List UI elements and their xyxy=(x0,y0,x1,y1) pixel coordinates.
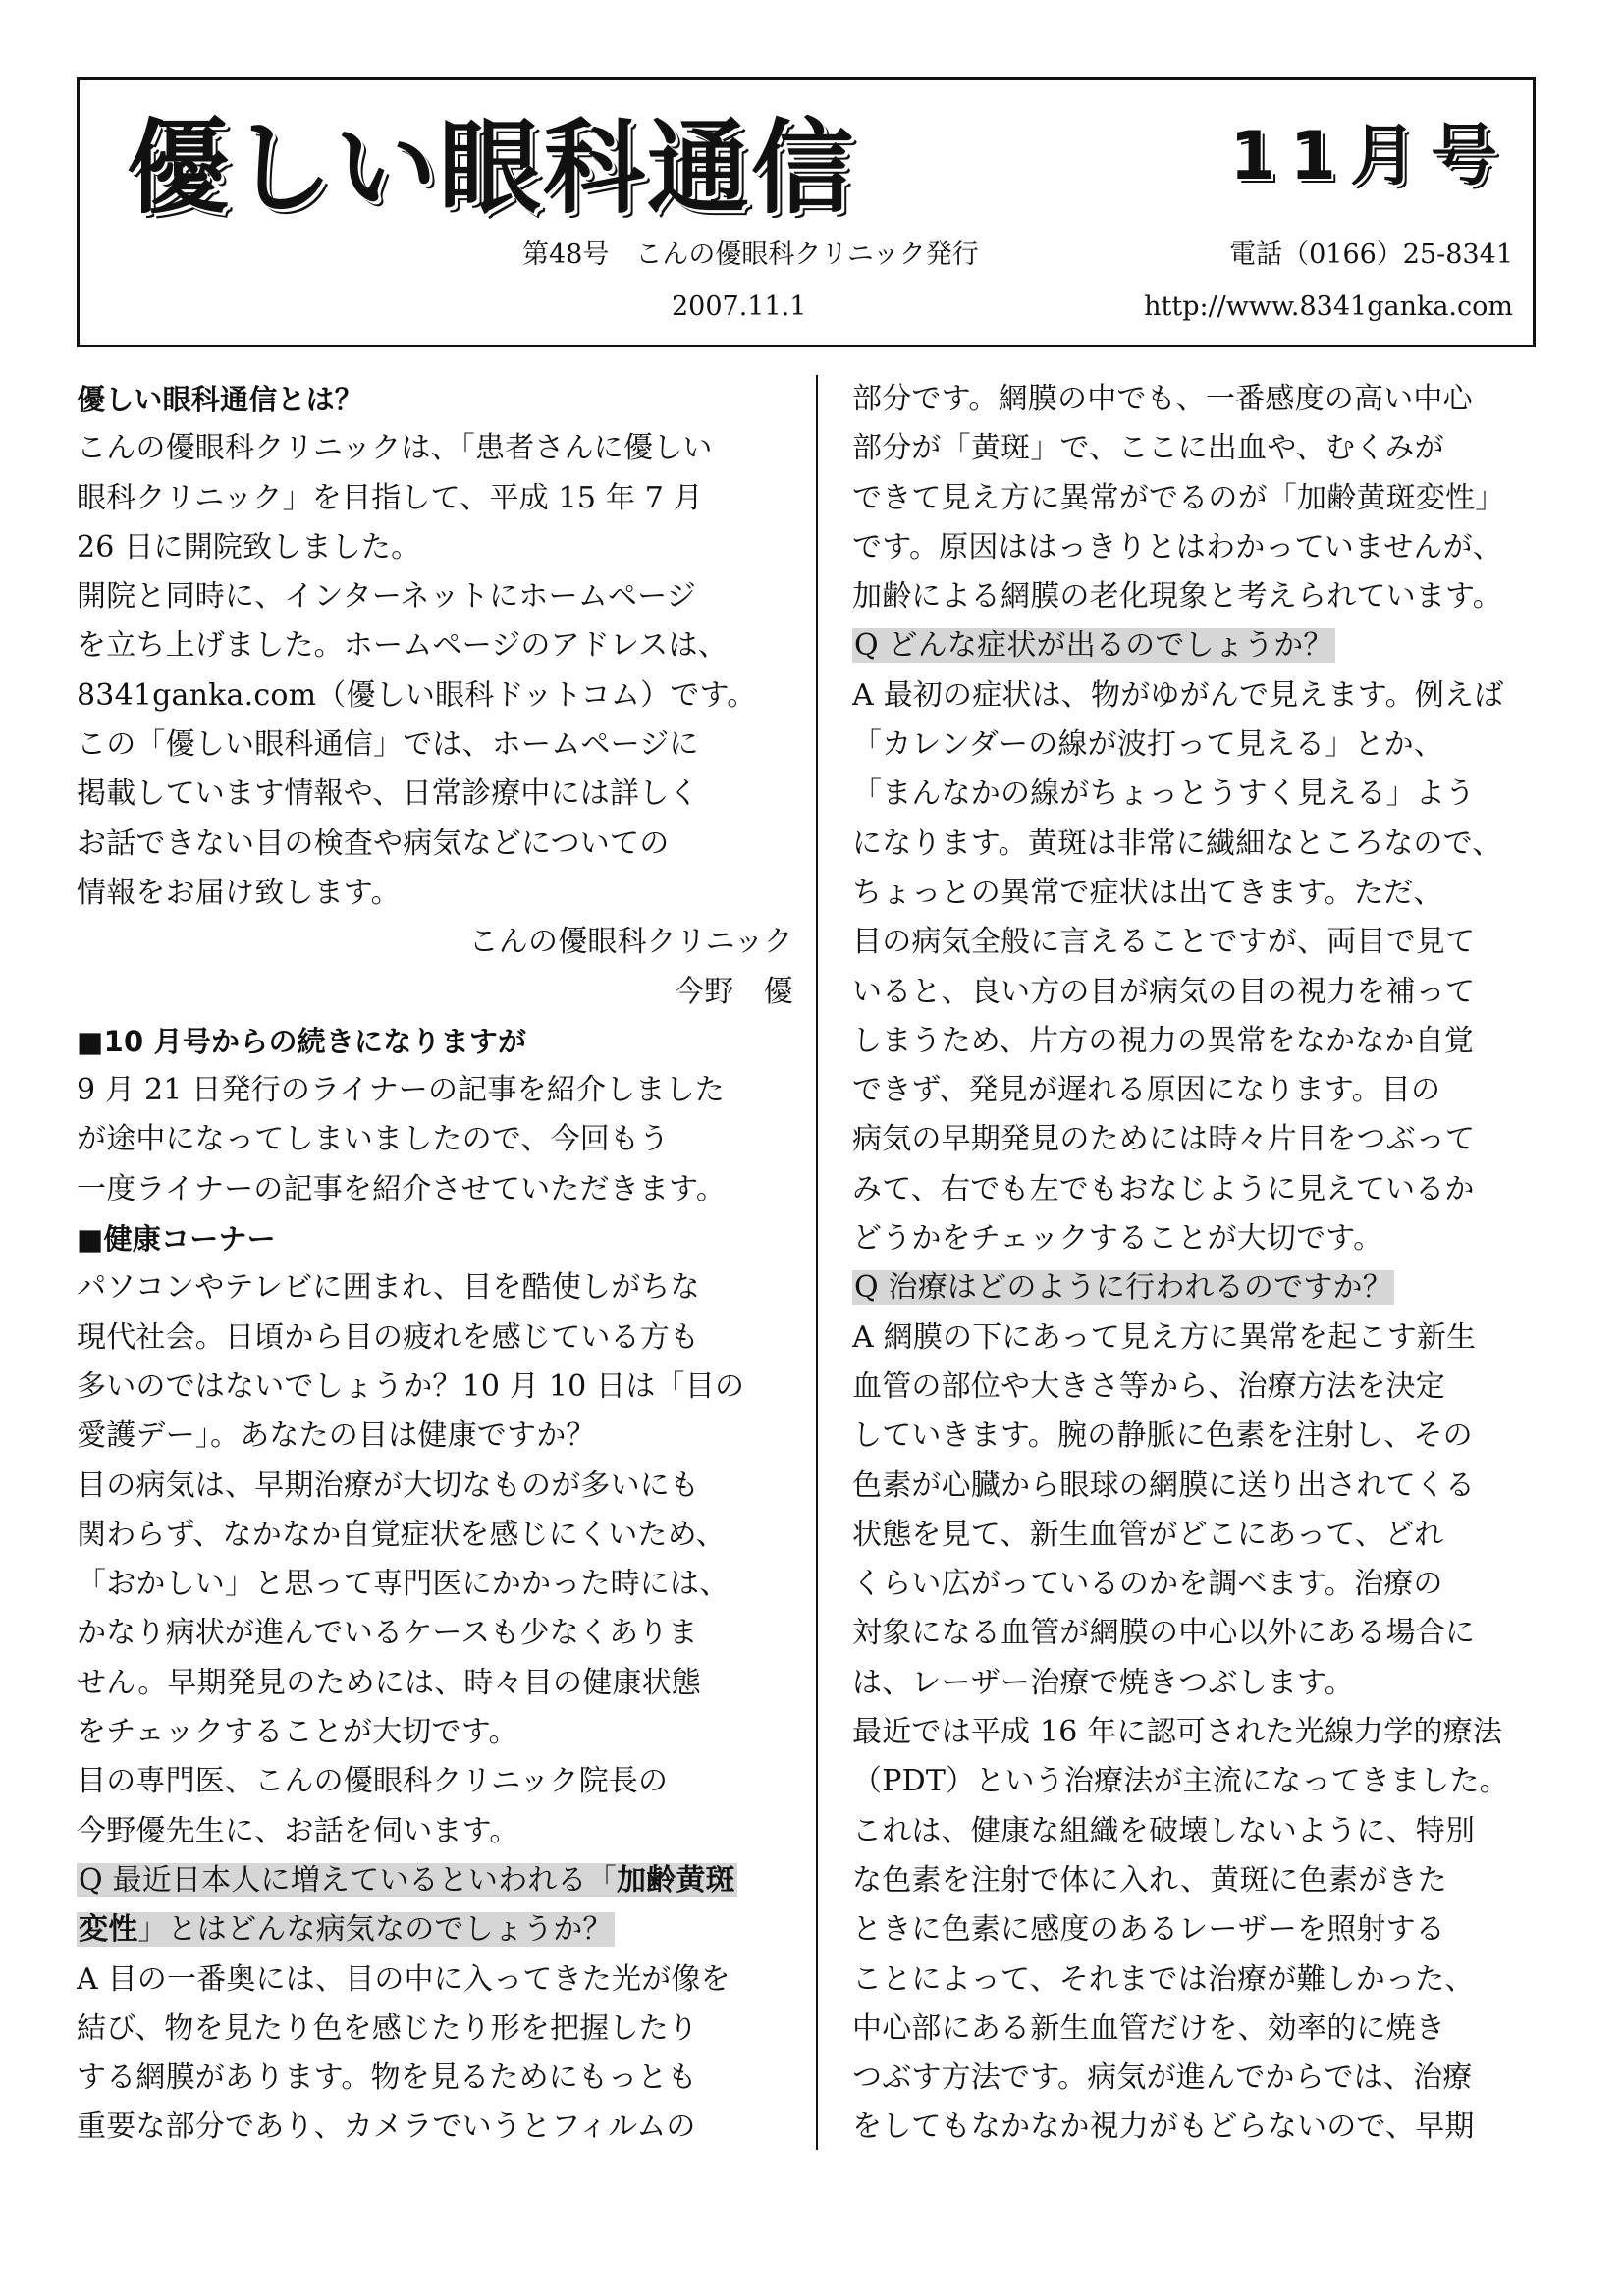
issue-date: 2007.11.1 xyxy=(672,292,807,322)
signature-clinic: こんの優眼科クリニック xyxy=(468,925,793,960)
text-line: いると、良い方の目が病気の目の視力を補って xyxy=(852,974,1476,1009)
intro-body xyxy=(77,424,793,918)
text-line: みて、右でも左でもおなじように見えているか xyxy=(852,1171,1475,1206)
answer-3-body xyxy=(852,1313,1569,2153)
text-line: しまうため、片方の視力の異常をなかなか自覚 xyxy=(852,1023,1474,1058)
text-line: 現代社会。日頃から目の疲れを感じている方も xyxy=(77,1319,700,1355)
text-line: 状態を見て、新生血管がどこにあって、どれ xyxy=(852,1517,1444,1552)
text-line: をしてもなかなか視力がもどらないので、早期 xyxy=(852,2109,1475,2145)
text-line: こんの優眼科クリニックは、「患者さんに優しい xyxy=(77,431,713,466)
answer-2-body xyxy=(852,671,1569,1264)
text-line: が途中になってしまいましたので、今回もう xyxy=(77,1122,670,1157)
text-line: 目の病気全般に言えることですが、両目で見て xyxy=(852,925,1476,960)
newsletter-title: 優しい眼科通信 xyxy=(127,108,856,228)
text-line: 病気の早期発見のためには時々片目をつぶって xyxy=(852,1122,1476,1157)
text-line: できて見え方に異常がでるのが「加齢黄斑変性」 xyxy=(852,480,1505,515)
text-line: かなり病状が進んでいるケースも少なくありま xyxy=(77,1616,698,1651)
text-line: つぶす方法です。病気が進んでからでは、治療 xyxy=(852,2060,1473,2096)
text-line: この「優しい眼科通信」では、ホームページに xyxy=(77,727,699,763)
text-line: 目の病気は、早期治療が大切なものが多いにも xyxy=(77,1468,700,1503)
text-line: くらい広がっているのかを調べます。治療の xyxy=(852,1567,1443,1602)
text-line: （PDT）という治療法が主流になってきました。 xyxy=(852,1764,1509,1799)
text-line: 「カレンダーの線が波打って見える」とか、 xyxy=(852,727,1444,763)
text-line: A 目の一番奥には、目の中に入ってきた光が像を xyxy=(77,1961,730,1997)
question-2-text: Q どんな症状が出るのでしょうか？ xyxy=(854,628,1333,664)
text-line: です。原因ははっきりとはわかっていませんが、 xyxy=(852,529,1502,564)
text-line: 8341ganka.com（優しい眼科ドットコム）です。 xyxy=(77,677,757,713)
text-line: これは、健康な組織を破壊しないように、特別 xyxy=(852,1813,1476,1848)
issue-publisher: 第48号 こんの優眼科クリニック発行 xyxy=(522,240,979,270)
text-line: できず、発見が遅れる原因になります。目の xyxy=(852,1073,1441,1108)
text-line: を立ち上げました。ホームページのアドレスは、 xyxy=(77,628,728,664)
text-line: 情報をお届け致します。 xyxy=(77,875,401,910)
text-line: 眼科クリニック」を目指して、平成 15 年 7 月 xyxy=(77,480,704,515)
text-line: ことによって、それまでは治療が難しかった、 xyxy=(852,1961,1475,1997)
text-line: 部分が「黄斑」で、ここに出血や、むくみが xyxy=(852,431,1444,466)
text-line: していきます。腕の静脈に色素を注射し、その xyxy=(852,1418,1473,1454)
text-line: 最近では平成 16 年に認可された光線力学的療法 xyxy=(852,1715,1503,1750)
continuation-heading: ■10 月号からの続きになりますが xyxy=(77,1024,527,1058)
question-1-prefix: Q 最近日本人に増えているといわれる「 xyxy=(79,1862,617,1897)
text-line: な色素を注射で体に入れ、黄斑に色素がきた xyxy=(852,1862,1447,1897)
text-line: パソコンやテレビに囲まれ、目を酷使しがちな xyxy=(77,1270,700,1306)
question-1-line-2 xyxy=(77,1905,793,1954)
intro-heading: 優しい眼科通信とは？ xyxy=(77,383,364,416)
text-line: 加齢による網膜の老化現象と考えられています。 xyxy=(852,579,1502,614)
continuation-body xyxy=(77,1066,793,1214)
text-line: 色素が心臓から眼球の網膜に送り出されてくる xyxy=(852,1468,1476,1503)
text-line: 開院と同時に、インターネットにホームページ xyxy=(77,579,696,614)
question-1-suffix: 」とはどんな病気なのでしょうか？ xyxy=(137,1912,613,1948)
right-column xyxy=(852,375,1569,2153)
text-line: 「まんなかの線がちょっとうすく見える」よう xyxy=(852,776,1476,812)
masthead xyxy=(77,77,1536,347)
text-line: 9 月 21 日発行のライナーの記事を紹介しました xyxy=(77,1073,725,1108)
website-url: http://www.8341ganka.com xyxy=(1144,292,1513,322)
column-divider xyxy=(816,375,818,2150)
issue-month: 11月号 xyxy=(1229,118,1511,195)
phone-number: 電話（0166）25-8341 xyxy=(1229,240,1513,270)
text-line: 「おかしい」と思って専門医にかかった時には、 xyxy=(77,1567,730,1602)
text-line: どうかをチェックすることが大切です。 xyxy=(852,1221,1383,1256)
text-line: 掲載しています情報や、日常診療中には詳しく xyxy=(77,776,699,812)
text-line: 26 日に開院致しました。 xyxy=(77,529,421,564)
text-line: 血管の部位や大きさ等から、治療方法を決定 xyxy=(852,1368,1445,1404)
text-line: 多いのではないでしょうか？10 月 10 日は「目の xyxy=(77,1368,745,1404)
text-line: する網膜があります。物を見るためにもっとも xyxy=(77,2060,697,2096)
text-line: になります。黄斑は非常に繊細なところなので、 xyxy=(852,826,1502,861)
text-line: ときに色素に感度のあるレーザーを照射する xyxy=(852,1912,1445,1948)
text-line: ちょっとの異常で症状は出てきます。ただ、 xyxy=(852,875,1443,910)
question-3 xyxy=(852,1263,1569,1312)
text-line: 中心部にある新生血管だけを、効率的に焼き xyxy=(852,2010,1445,2046)
text-line: 部分です。網膜の中でも、一番感度の高い中心 xyxy=(852,382,1473,416)
left-column xyxy=(77,375,793,2153)
text-line: 対象になる血管が網膜の中心以外にある場合に xyxy=(852,1616,1476,1651)
answer-1-body xyxy=(77,1955,793,2153)
text-line: 目の専門医、こんの優眼科クリニック院長の xyxy=(77,1764,669,1799)
text-line: お話できない目の検査や病気などについての xyxy=(77,826,670,861)
question-1-keyword-a: 加齢黄斑 xyxy=(616,1862,735,1897)
answer-1-continued xyxy=(852,375,1569,621)
question-1-keyword-b: 変性 xyxy=(79,1912,138,1948)
health-corner-body xyxy=(77,1263,793,1856)
text-line: A 最初の症状は、物がゆがんで見えます。例えば xyxy=(852,677,1504,713)
health-corner-heading: ■健康コーナー xyxy=(77,1222,276,1256)
text-line: 一度ライナーの記事を紹介させていただきます。 xyxy=(77,1171,727,1206)
text-line: 結び、物を見たり色を感じたり形を把握したり xyxy=(77,2010,698,2046)
text-line: をチェックすることが大切です。 xyxy=(77,1715,518,1750)
text-line: A 網膜の下にあって見え方に異常を起こす新生 xyxy=(852,1319,1477,1355)
text-line: 今野優先生に、お話を伺います。 xyxy=(77,1813,519,1848)
question-1-line-1 xyxy=(77,1856,793,1905)
text-line: は、レーザー治療で焼きつぶします。 xyxy=(852,1665,1354,1700)
signature-name: 今野 優 xyxy=(675,974,793,1009)
text-line: 愛護デー」。あなたの目は健康ですか？ xyxy=(77,1418,596,1454)
text-line: 関わらず、なかなか自覚症状を感じにくいため、 xyxy=(77,1517,726,1552)
text-line: せん。早期発見のためには、時々目の健康状態 xyxy=(77,1665,701,1700)
question-3-text: Q 治療はどのように行われるのですか？ xyxy=(854,1270,1392,1306)
text-line: 重要な部分であり、カメラでいうとフィルムの xyxy=(77,2109,696,2145)
question-2 xyxy=(852,621,1569,670)
